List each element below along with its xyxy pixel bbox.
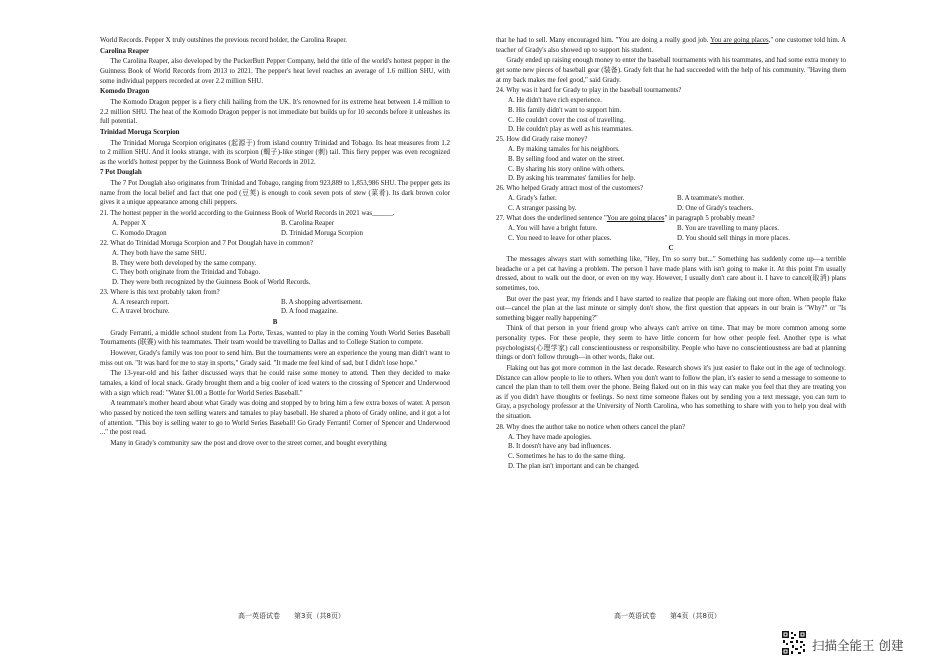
paragraph-carolina: The Carolina Reaper, also developed by the PuckerButt Pepper Company, held the title of the world's hottest pepper in the Guinness Book of World Records from 2013 to 2021. The pepper's heat level reaches an average of 1.6 million SHU, with some individual peppers recorded at over 2.2 million SHU. xyxy=(100,58,450,85)
question-22: 22. What do Trinidad Moruga Scorpion and 7 Pot Douglah have in common? xyxy=(100,239,313,247)
text-span: that he had to sell. Many encouraged him. "You are doing a really good job. xyxy=(496,37,711,44)
option: C. They both originate from the Trinidad and Tobago. xyxy=(112,269,261,277)
paragraph-c-2: But over the past year, my friends and I have started to realize that people are flaking out more often. When people flake out—cancel the plan at the last minute or simply don't show, the first question that appears in our brain is "Why?" or "Is something bigger really happening?" xyxy=(496,295,846,322)
paragraph-b-4: A teammate's mother heard about what Grady was doing and stopped by to bring him a few extra boxes of water. A person who passed by noticed the teen selling waters and tamales to play baseball. He shared a photo of Grady online, and it got a lot of attention. "This boy is selling water to go to World Series Baseball! Go Grady Ferranti! Corner of Spencer and Underwood ..." the post read. xyxy=(100,400,450,437)
option: C. A stranger passing by. xyxy=(508,204,577,212)
question-27 xyxy=(496,214,846,224)
options-22 xyxy=(100,249,450,287)
options-26 xyxy=(496,194,846,213)
option: B. By selling food and water on the street. xyxy=(508,156,625,163)
options-25 xyxy=(496,145,846,183)
text-span: " in paragraph 5 probably mean? xyxy=(664,215,755,223)
option: A. Grady's father. xyxy=(508,195,557,203)
option: A. He didn't have rich experience. xyxy=(508,97,603,105)
paragraph-b-2: However, Grady's family was too poor to send him. But the tournaments were an experience the young man didn't want to miss out on. "It was hard for me to stay in sports," Grady said. "It made me feel kind of sad, but I didn't lose hope." xyxy=(100,350,450,367)
option: D. A food magazine. xyxy=(281,308,338,316)
option: A. You will have a bright future. xyxy=(508,225,598,233)
option: D. By asking his teammates' families for help. xyxy=(508,175,636,183)
heading-scorpion: Trinidad Moruga Scorpion xyxy=(100,128,180,136)
heading-douglah: 7 Pot Douglah xyxy=(100,169,142,177)
right-column xyxy=(496,36,846,472)
page-footer-right: 高一英语试卷 第4页（共8页） xyxy=(614,612,721,620)
underlined-sentence: You are going places xyxy=(606,215,665,223)
heading-komodo: Komodo Dragon xyxy=(100,88,150,96)
options-24 xyxy=(496,96,846,134)
section-b-label: B xyxy=(272,319,278,327)
option: B. They were both developed by the same company. xyxy=(112,259,257,267)
option: B. It doesn't have any bad influences. xyxy=(508,443,612,451)
option: B. A teammate's mother. xyxy=(677,195,745,203)
heading-carolina: Carolina Reaper xyxy=(100,47,150,55)
paragraph-b-5: Many in Grady's community saw the post and drove over to the street corner, and bought everything xyxy=(110,439,387,447)
options-21 xyxy=(100,219,450,238)
option: B. His family didn't want to support him. xyxy=(508,107,622,115)
paragraph-c-4: Flaking out has got more common in the last decade. Research shows it's just easier to flake out in the age of technology. Distance can allow people to lie to others. When you don't want to follow the plan, it's easier to send a message to someone to cancel the plan than to tell them over the phone. Being flaked out on in this way can make you feel that they are treating you as if you didn't have thoughts or feelings. So next time someone flakes out by sending you a text message, you can turn to Gray, a psychology professor at the University of North Carolina, who has something to share with you to help you deal with the situation. xyxy=(496,365,846,420)
option: D. Trinidad Moruga Scorpion xyxy=(281,229,363,237)
question-23: 23. Where is this text probably taken from? xyxy=(100,288,220,296)
option: D. You should sell things in more places. xyxy=(677,234,790,242)
question-26: 26. Who helped Grady attract most of the customers? xyxy=(496,185,644,193)
option: C. He couldn't cover the cost of travelling. xyxy=(508,116,626,124)
underlined-sentence: You are going places xyxy=(710,37,769,44)
page-footer-left: 高一英语试卷 第3页（共8页） xyxy=(238,612,345,620)
paragraph-c-3: Think of that person in your friend group who always can't arrive on time. That may be more common among some personality types. For these people, they seem to have little concern for how other people feel. Another type is what psychologists(心理学家) call conscientiousness or responsibility. People who have no conscientiousness are bad at planning things or don't follow through—in other words, flake out. xyxy=(496,325,846,362)
paragraph-douglah: The 7 Pot Douglah also originates from Trinidad and Tobago, ranging from 923,889 to 1,853,986 SHU. The pepper gets its name from the local belief and fact that one pod (豆荚) is enough to cook seven pots of stew (菜肴). Its dark brown color gives it a unique appearance among chili peppers. xyxy=(100,180,450,207)
intro-line: World Records. Pepper X truly outshines the previous record holder, the Carolina Reaper. xyxy=(100,37,347,44)
question-25: 25. How did Grady raise money? xyxy=(496,136,588,144)
paragraph-c-1: The messages always start with something like, "Hey, I'm so sorry but..." Something has suddenly come up—a terrible headache or a pet cat having a problem. The person I have made plans with isn't going to make it. At this point I'm usually dressed, about to walk out the door, or even on my way. However, I usually don't care about it. I have to cancel(取消) plans sometimes, too. xyxy=(496,255,846,292)
option: D. One of Grady's teachers. xyxy=(677,204,754,212)
option: B. You are travelling to many places. xyxy=(677,225,779,233)
option: D. They were both recognized by the Guinness Book of World Records. xyxy=(112,278,311,286)
option: C. By sharing his story online with others. xyxy=(508,165,625,173)
text-span: ," one customer told him. A teacher of Grady's also showed up to support his student. xyxy=(496,37,846,54)
option: C. A travel brochure. xyxy=(112,308,170,316)
paragraph-b-1: Grady Ferranti, a middle school student from La Porte, Texas, wanted to play in the coming Youth World Series Baseball Tournaments (联赛) with his teammates. Their team would be travelling to Dallas and to College Station to compete. xyxy=(100,329,450,347)
option: C. You need to leave for other places. xyxy=(508,234,612,242)
scanner-watermark: 扫描全能王 创建 xyxy=(812,638,904,653)
option: A. By making tamales for his neighbors. xyxy=(508,146,620,154)
paragraph-b-3: The 13-year-old and his father discussed ways that he could raise some money to attend. Then they decided to make tamales, a kind of local snack. Grady brought them and a big cooler of iced waters to the crossing of Spencer and Underwood with a sign which read: "Water $1.00 a Bottle for World Series Baseball." xyxy=(100,370,450,397)
option: B. Carolina Reaper xyxy=(281,220,335,228)
paragraph-b-6: Grady ended up raising enough money to enter the baseball tournaments with his teammates, and had some extra money to get some new pieces of baseball gear (装备). Grady felt that he had succeeded with the help of his community. "Having them at my back makes me feel good," said Grady. xyxy=(496,57,846,84)
option: C. Komodo Dragon xyxy=(112,229,167,237)
option: B. A shopping advertisement. xyxy=(281,298,363,306)
options-27 xyxy=(496,224,846,243)
option: A. A research report. xyxy=(112,298,170,306)
option: A. They both have the same SHU. xyxy=(112,249,207,257)
options-28 xyxy=(496,433,846,471)
option: A. They have made apologies. xyxy=(508,433,592,441)
question-28: 28. Why does the author take no notice when others cancel the plan? xyxy=(496,423,686,431)
text-span: 27. What does the underlined sentence " xyxy=(496,215,607,223)
options-23 xyxy=(100,298,450,317)
qr-code-icon xyxy=(782,631,806,655)
section-c-label: C xyxy=(668,245,674,253)
paragraph-scorpion: The Trinidad Moruga Scorpion originates (起源于) from island country Trinidad and Tobago. Its heat measures from 1.2 to 2 million SHU. And it looks strange, with its scorpion (蝎子)-like stinger (刺) tail. This fiery pepper was even recognized as the world's hottest pepper by the Guinness Book of World Records in 2012. xyxy=(100,139,450,166)
option: C. Sometimes he has to do the same thing. xyxy=(508,453,626,461)
option: D. The plan isn't important and can be changed. xyxy=(508,462,640,470)
left-column xyxy=(100,36,450,450)
paragraph-b-5-continued xyxy=(496,36,846,55)
question-21: 21. The hottest pepper in the world according to the Guinness Book of World Records in 2021 was______. xyxy=(100,210,395,218)
option: D. He couldn't play as well as his teammates. xyxy=(508,126,633,134)
paragraph-komodo: The Komodo Dragon pepper is a fiery chili hailing from the UK. It's renowned for its extreme heat between 1.4 million to 2.2 million SHU. The heat of the Komodo Dragon pepper is not immediate but builds up for 10 seconds before it unleashes its full potential. xyxy=(100,98,450,126)
question-24: 24. Why was it hard for Grady to play in the baseball tournaments? xyxy=(496,87,682,95)
option: A. Pepper X xyxy=(112,220,147,228)
